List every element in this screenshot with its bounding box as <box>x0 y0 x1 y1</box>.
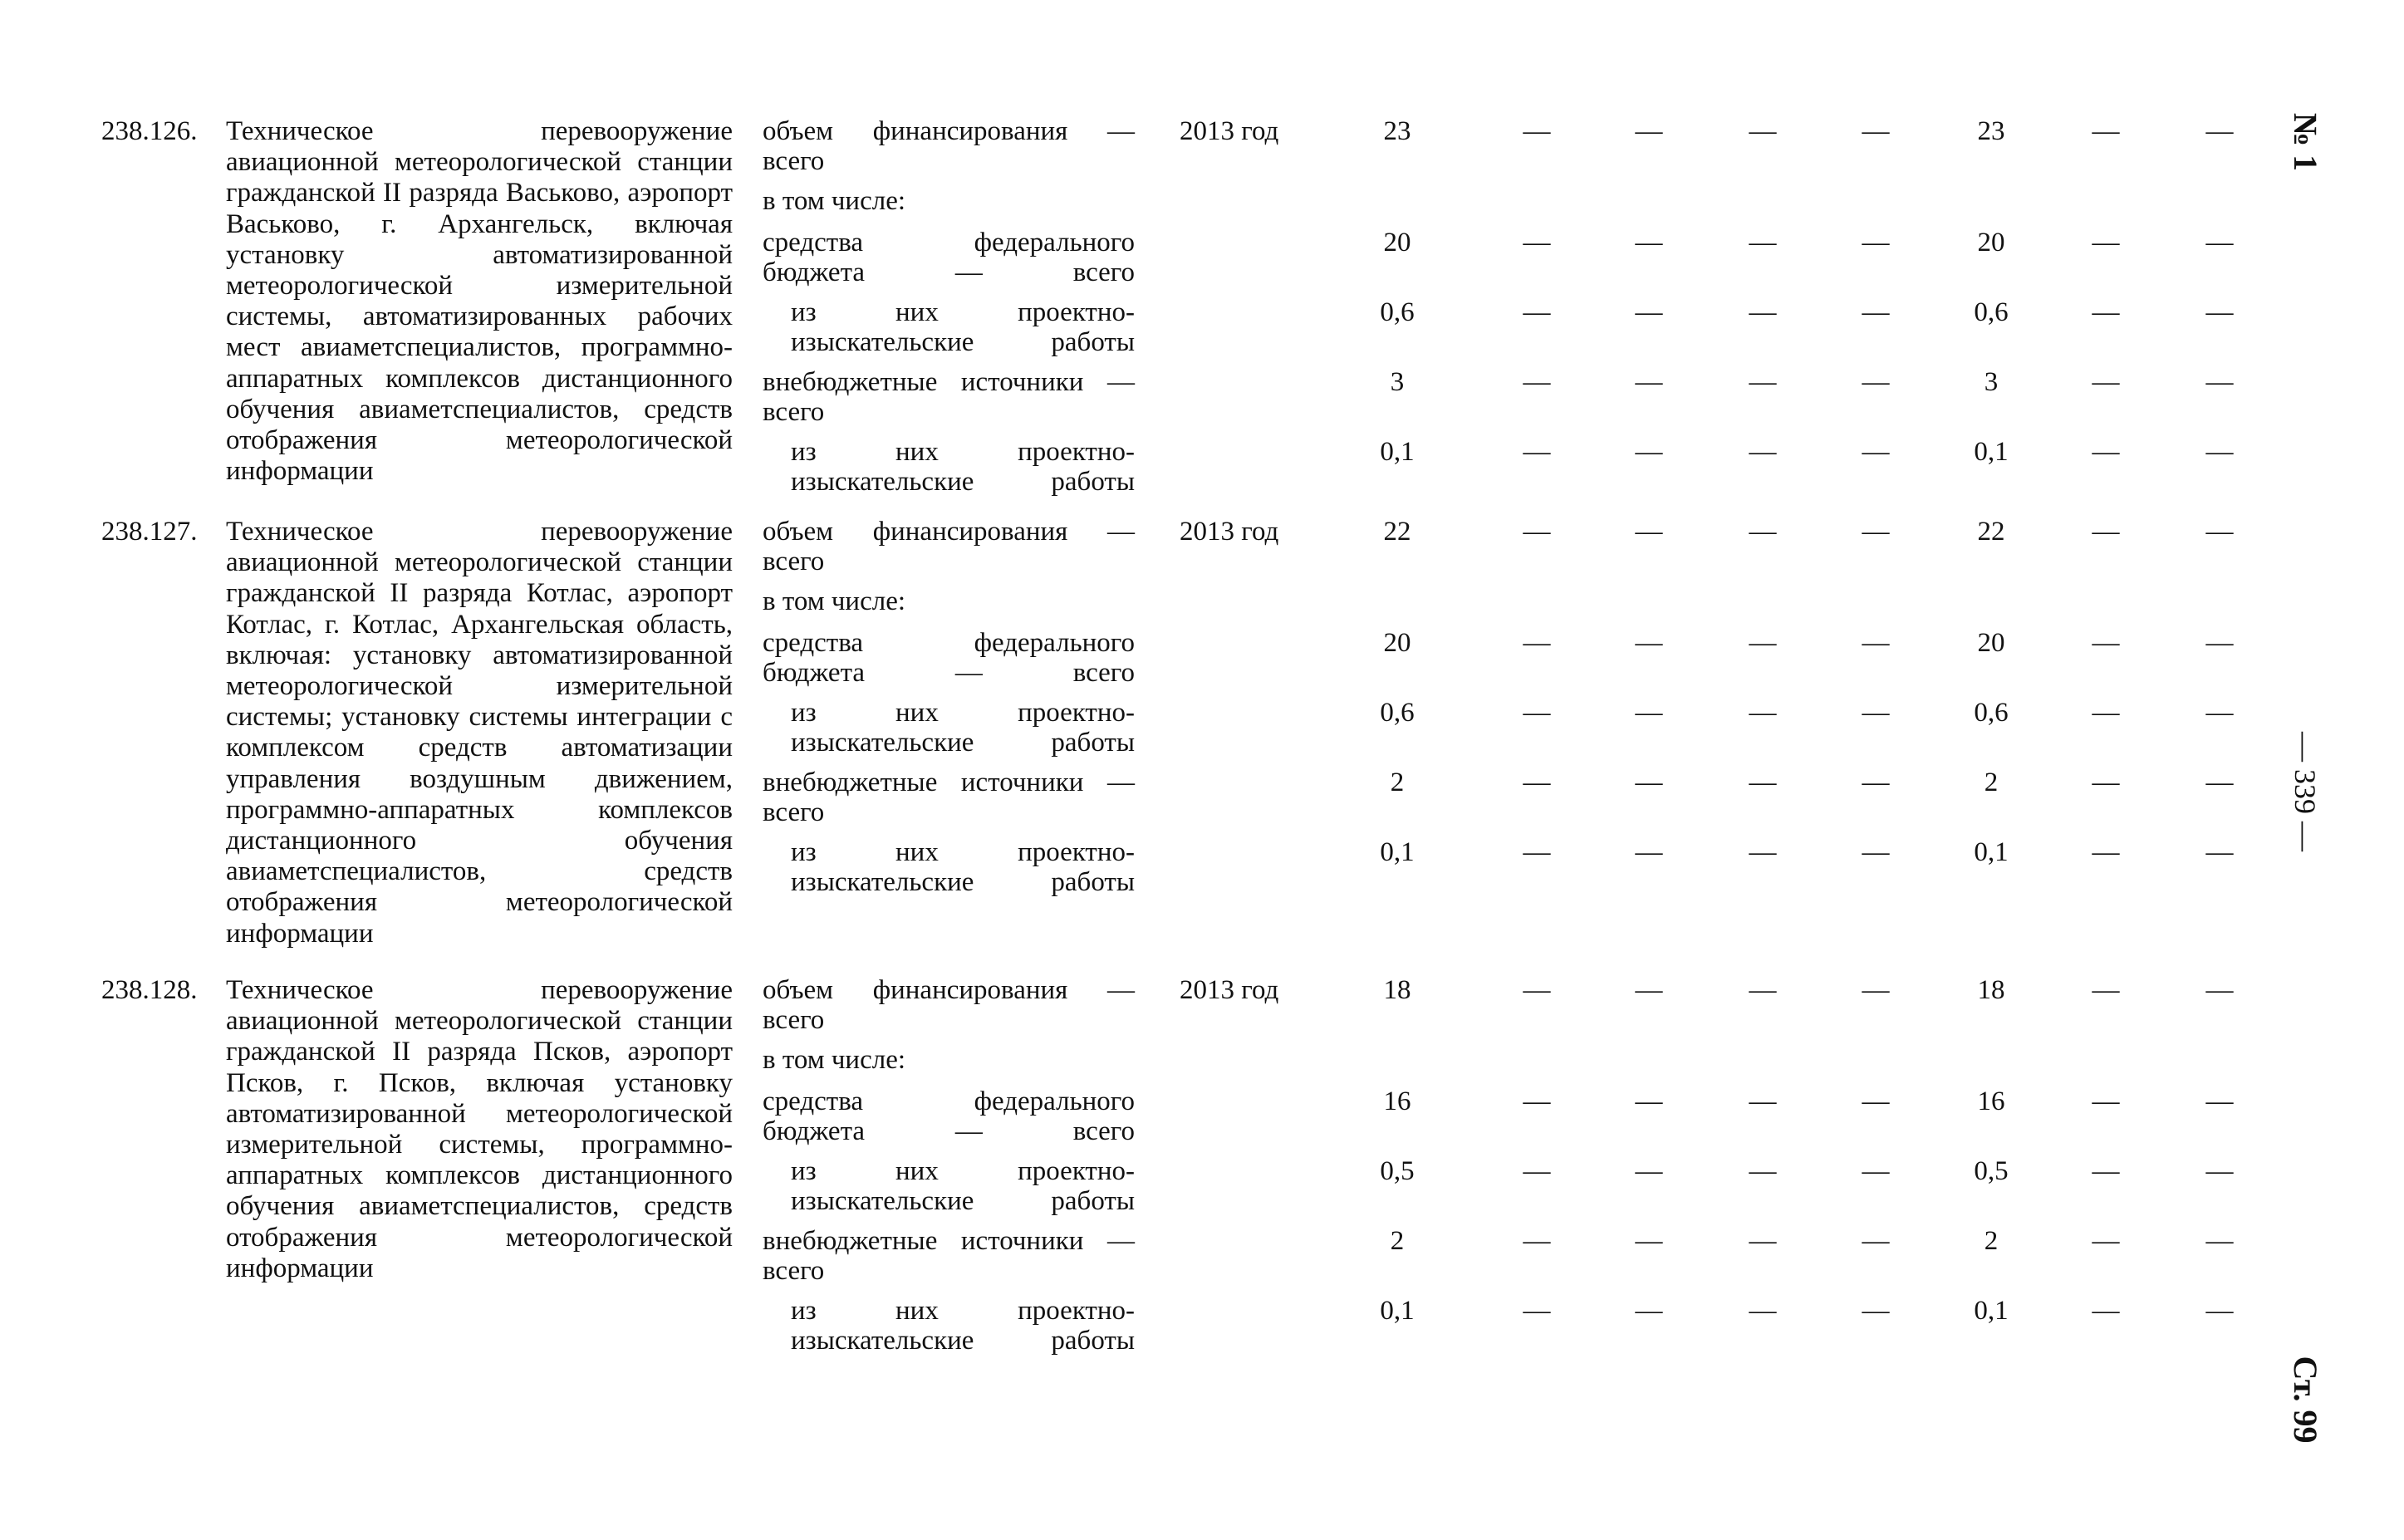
value-extra-repeat: 2 <box>1984 768 1999 797</box>
value-dash: — <box>2205 837 2234 867</box>
label-incl: в том числе: <box>763 1045 906 1075</box>
item-year: 2013 год <box>1180 517 1279 547</box>
label-extra: внебюджетные источники — всего <box>763 768 1135 827</box>
value-dash: — <box>1749 517 1777 547</box>
value-dash: — <box>2092 437 2120 467</box>
value-dash: — <box>1635 228 1663 257</box>
item-year: 2013 год <box>1180 975 1279 1005</box>
value-total: 18 <box>1383 975 1411 1005</box>
value-dash: — <box>1635 437 1663 467</box>
value-dash: — <box>1862 1086 1890 1116</box>
value-dash: — <box>1523 367 1551 397</box>
value-dash: — <box>1523 628 1551 658</box>
value-dash: — <box>2092 1086 2120 1116</box>
value-federal: 16 <box>1383 1086 1411 1116</box>
value-federal-repeat: 20 <box>1977 228 2005 257</box>
value-dash: — <box>2092 1156 2120 1186</box>
value-dash: — <box>1523 228 1551 257</box>
value-dash: — <box>1635 1226 1663 1256</box>
label-extra-pir: из них проектно-изыскательские работы <box>791 437 1135 497</box>
value-dash: — <box>1862 975 1890 1005</box>
value-dash: — <box>2205 1226 2234 1256</box>
value-dash: — <box>2092 837 2120 867</box>
value-dash: — <box>1749 975 1777 1005</box>
value-extra: 2 <box>1390 1226 1405 1256</box>
value-dash: — <box>1749 1226 1777 1256</box>
value-dash: — <box>1862 628 1890 658</box>
item-description: Техническое перевооружение авиационной метеорологической станции гражданской II разряда Псков, аэропорт Псков, г. Псков, включая установку автоматизированной метеорологической измерительной системы, программно-аппаратных комплексов дистанционного обучения авиаметспециалистов, средств отображения метеорологической информации <box>226 975 733 1283</box>
value-dash: — <box>1862 837 1890 867</box>
value-dash: — <box>2205 367 2234 397</box>
value-dash: — <box>2205 628 2234 658</box>
value-extra-pir-repeat: 0,1 <box>1974 437 2009 467</box>
value-dash: — <box>1862 437 1890 467</box>
label-federal: средства федерального бюджета — всего <box>763 228 1135 287</box>
value-dash: — <box>2205 1296 2234 1326</box>
value-dash: — <box>1635 1156 1663 1186</box>
value-total-repeat: 18 <box>1977 975 2005 1005</box>
value-dash: — <box>1862 698 1890 728</box>
value-dash: — <box>2205 437 2234 467</box>
value-dash: — <box>1862 116 1890 146</box>
label-total: объем финансирования — всего <box>763 517 1135 576</box>
value-dash: — <box>2205 517 2234 547</box>
label-total: объем финансирования — всего <box>763 975 1135 1035</box>
label-extra: внебюджетные источники — всего <box>763 1226 1135 1286</box>
value-dash: — <box>1862 297 1890 327</box>
value-dash: — <box>1862 1156 1890 1186</box>
label-federal-pir: из них проектно-изыскательские работы <box>791 297 1135 357</box>
value-federal-pir: 0,5 <box>1380 1156 1415 1186</box>
value-dash: — <box>2092 698 2120 728</box>
value-federal: 20 <box>1383 628 1411 658</box>
value-dash: — <box>1523 837 1551 867</box>
value-dash: — <box>1635 837 1663 867</box>
item-code: 238.128. <box>101 975 198 1005</box>
label-federal: средства федерального бюджета — всего <box>763 628 1135 688</box>
value-dash: — <box>1862 1296 1890 1326</box>
value-dash: — <box>1523 1226 1551 1256</box>
item-code: 238.126. <box>101 116 198 146</box>
item-year: 2013 год <box>1180 116 1279 146</box>
value-dash: — <box>1749 768 1777 797</box>
value-dash: — <box>2092 628 2120 658</box>
value-extra: 2 <box>1390 768 1405 797</box>
value-dash: — <box>1862 367 1890 397</box>
item-description: Техническое перевооружение авиационной метеорологической станции гражданской II разряда Васьково, аэропорт Васьково, г. Архангельск, включая установку автоматизированной метеорологической измерительной системы, автоматизированных рабочих мест авиаметспециалистов, программно-аппаратных комплексов дистанционного обучения авиаметспециалистов, средств отображения метеорологической информации <box>226 116 733 487</box>
value-dash: — <box>1749 367 1777 397</box>
label-incl: в том числе: <box>763 186 906 216</box>
value-dash: — <box>1523 517 1551 547</box>
value-dash: — <box>2205 1086 2234 1116</box>
value-dash: — <box>2205 297 2234 327</box>
label-total: объем финансирования — всего <box>763 116 1135 176</box>
value-total: 22 <box>1383 517 1411 547</box>
value-federal-repeat: 16 <box>1977 1086 2005 1116</box>
value-dash: — <box>1635 975 1663 1005</box>
label-federal: средства федерального бюджета — всего <box>763 1086 1135 1146</box>
value-total-repeat: 22 <box>1977 517 2005 547</box>
value-dash: — <box>2205 228 2234 257</box>
value-dash: — <box>1862 517 1890 547</box>
value-dash: — <box>1862 768 1890 797</box>
value-dash: — <box>1523 698 1551 728</box>
value-dash: — <box>1523 975 1551 1005</box>
value-dash: — <box>1635 768 1663 797</box>
value-federal: 20 <box>1383 228 1411 257</box>
value-dash: — <box>1749 228 1777 257</box>
value-dash: — <box>1635 1086 1663 1116</box>
value-total: 23 <box>1383 116 1411 146</box>
value-federal-pir-repeat: 0,6 <box>1974 698 2009 728</box>
value-dash: — <box>1749 628 1777 658</box>
item-code: 238.127. <box>101 517 198 547</box>
label-extra: внебюджетные источники — всего <box>763 367 1135 427</box>
value-extra-pir-repeat: 0,1 <box>1974 837 2009 867</box>
value-dash: — <box>1749 297 1777 327</box>
value-dash: — <box>1749 1156 1777 1186</box>
value-dash: — <box>1635 297 1663 327</box>
value-dash: — <box>1749 698 1777 728</box>
value-federal-repeat: 20 <box>1977 628 2005 658</box>
value-dash: — <box>1862 228 1890 257</box>
value-extra-pir: 0,1 <box>1380 437 1415 467</box>
item-description: Техническое перевооружение авиационной метеорологической станции гражданской II разряда Котлас, аэропорт Котлас, г. Котлас, Архангельская область, включая: установку автоматизированной метеорологической измерительной системы; установку системы интеграции с комплексом средств автоматизации управления воздушным движением, программно-аппаратных комплексов дистанционного обучения авиаметспециалистов, средств отображения метеорологической информации <box>226 517 733 949</box>
value-total-repeat: 23 <box>1977 116 2005 146</box>
value-extra-repeat: 2 <box>1984 1226 1999 1256</box>
value-dash: — <box>2092 975 2120 1005</box>
value-dash: — <box>2205 698 2234 728</box>
value-dash: — <box>1523 116 1551 146</box>
value-extra-pir: 0,1 <box>1380 1296 1415 1326</box>
value-dash: — <box>1749 437 1777 467</box>
value-dash: — <box>2205 768 2234 797</box>
value-dash: — <box>2205 975 2234 1005</box>
value-dash: — <box>2205 1156 2234 1186</box>
label-incl: в том числе: <box>763 586 906 616</box>
value-dash: — <box>1635 116 1663 146</box>
issue-number: № 1 <box>2287 112 2324 172</box>
value-dash: — <box>1523 1086 1551 1116</box>
value-federal-pir-repeat: 0,5 <box>1974 1156 2009 1186</box>
value-extra: 3 <box>1390 367 1405 397</box>
value-dash: — <box>1635 517 1663 547</box>
value-dash: — <box>1523 1296 1551 1326</box>
label-federal-pir: из них проектно-изыскательские работы <box>791 698 1135 758</box>
value-extra-pir-repeat: 0,1 <box>1974 1296 2009 1326</box>
value-dash: — <box>2092 367 2120 397</box>
label-extra-pir: из них проектно-изыскательские работы <box>791 1296 1135 1356</box>
label-federal-pir: из них проектно-изыскательские работы <box>791 1156 1135 1216</box>
value-federal-pir-repeat: 0,6 <box>1974 297 2009 327</box>
value-dash: — <box>2092 768 2120 797</box>
value-dash: — <box>2205 116 2234 146</box>
article-number: Ст. 99 <box>2287 1356 2324 1444</box>
value-dash: — <box>2092 1296 2120 1326</box>
value-dash: — <box>1635 367 1663 397</box>
value-dash: — <box>1635 698 1663 728</box>
value-dash: — <box>1749 837 1777 867</box>
value-dash: — <box>2092 116 2120 146</box>
value-dash: — <box>1635 1296 1663 1326</box>
value-dash: — <box>1523 297 1551 327</box>
value-dash: — <box>1523 1156 1551 1186</box>
value-dash: — <box>1749 1086 1777 1116</box>
page-number: — 339 — <box>2289 732 2322 851</box>
value-dash: — <box>1635 628 1663 658</box>
value-dash: — <box>2092 517 2120 547</box>
value-extra-repeat: 3 <box>1984 367 1999 397</box>
value-federal-pir: 0,6 <box>1380 698 1415 728</box>
value-dash: — <box>2092 228 2120 257</box>
value-federal-pir: 0,6 <box>1380 297 1415 327</box>
value-dash: — <box>2092 1226 2120 1256</box>
value-dash: — <box>1523 437 1551 467</box>
value-dash: — <box>1862 1226 1890 1256</box>
value-dash: — <box>1749 1296 1777 1326</box>
value-dash: — <box>1523 768 1551 797</box>
value-extra-pir: 0,1 <box>1380 837 1415 867</box>
value-dash: — <box>2092 297 2120 327</box>
label-extra-pir: из них проектно-изыскательские работы <box>791 837 1135 897</box>
value-dash: — <box>1749 116 1777 146</box>
